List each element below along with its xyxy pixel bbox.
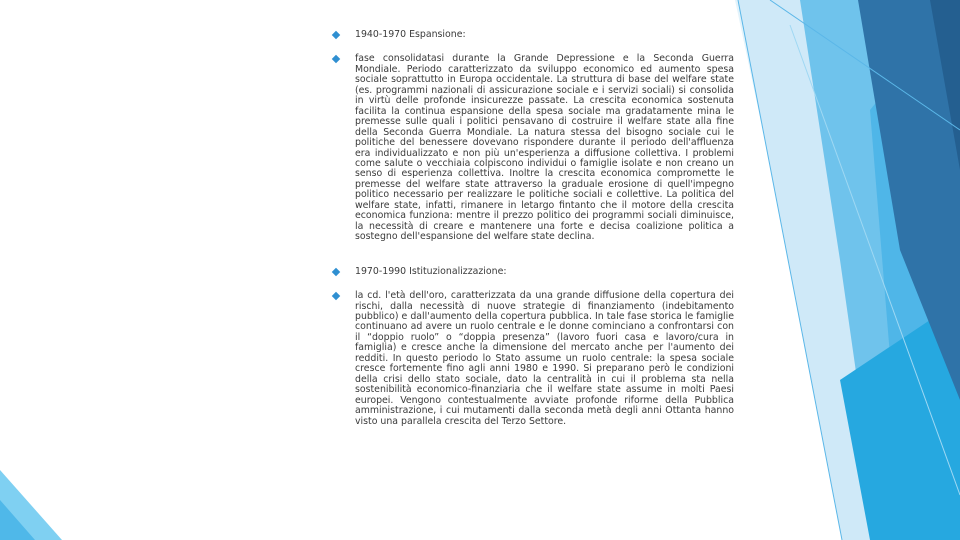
bullet-text: 1970-1990 Istituzionalizzazione: bbox=[355, 265, 507, 277]
bullet-text: fase consolidatasi durante la Grande Depressione e la Seconda Guerra Mondiale. Periodo caratterizzato da sviluppo economico ed aumento spesa sociale soprattutto in Europa occidentale. La struttura di base del welfare state (es. programmi nazionali di assicurazione sociale e i servizi sociali) si consolida in virtù delle profonde insicurezze passate. La crescita economica sostenuta facilita la continua espansione della spesa sociale ma gradatamente mina le premesse sulle quali i politici pensavano di costruire il welfare state alla fine della Seconda Guerra Mondiale. La natura stessa del bisogno sociale cui le politiche del benessere dovevano rispondere durante il periodo dell'affluenza era individualizzato e non più un'esperienza a diffusione collettiva. I problemi come salute o vecchiaia colpiscono individui o famiglie isolate e non creano un senso di esperienza collettiva. Inoltre la crescita economica compromette le premesse del welfare state attraverso la graduale erosione di quell'impegno politico necessario per realizzare le politiche sociali e collettive. La politica del welfare state, infatti, rimanere in letargo fintanto che il motore della crescita economica funziona: mentre il prezzo politico dei programmi sociali diminuisce, la necessità di creare e mantenere una forte e decisa coalizione politica a sostegno dell'espansione del welfare state declina. bbox=[355, 53, 734, 243]
diamond-bullet-icon bbox=[332, 55, 340, 63]
bullet-item-period-1-title bbox=[330, 30, 734, 40]
diamond-bullet-icon bbox=[332, 31, 340, 39]
bullet-item-period-1-description bbox=[330, 54, 734, 242]
bullet-item-period-2-description bbox=[330, 291, 734, 427]
bullet-item-period-2-title bbox=[330, 267, 734, 277]
slide-content bbox=[330, 30, 734, 427]
diamond-bullet-icon bbox=[332, 267, 340, 275]
bullet-text: 1940-1970 Espansione: bbox=[355, 29, 466, 40]
diamond-bullet-icon bbox=[332, 292, 340, 300]
bullet-text: la cd. l'età dell'oro, caratterizzata da una grande diffusione della copertura dei rischi, dalla necessità di nuove strategie di finanziamento (indebitamento pubblico) e dall'aumento della copertura pubblica. In tale fase storica le famiglie continuano ad avere un ruolo centrale e le donne cominciano a confrontarsi con il “doppio ruolo” o “doppia presenza” (lavoro fuori casa e lavoro/cura in famiglia) e cresce anche la dimensione del mercato anche per l'aumento dei redditi. In questo periodo lo Stato assume un ruolo centrale: la spesa sociale cresce fortemente fino agli anni 1980 e 1990. Si preparano però le condizioni della crisi dello stato sociale, dato la centralità in cui il problema sta nella sostenibilità economico-finanziaria che il welfare state assume in molti Paesi europei. Vengono contestualmente avviate profonde riforme della Pubblica amministrazione, i cui mutamenti dalla seconda metà degli anni Ottanta hanno visto una parallela crescita del Terzo Settore. bbox=[355, 290, 734, 427]
